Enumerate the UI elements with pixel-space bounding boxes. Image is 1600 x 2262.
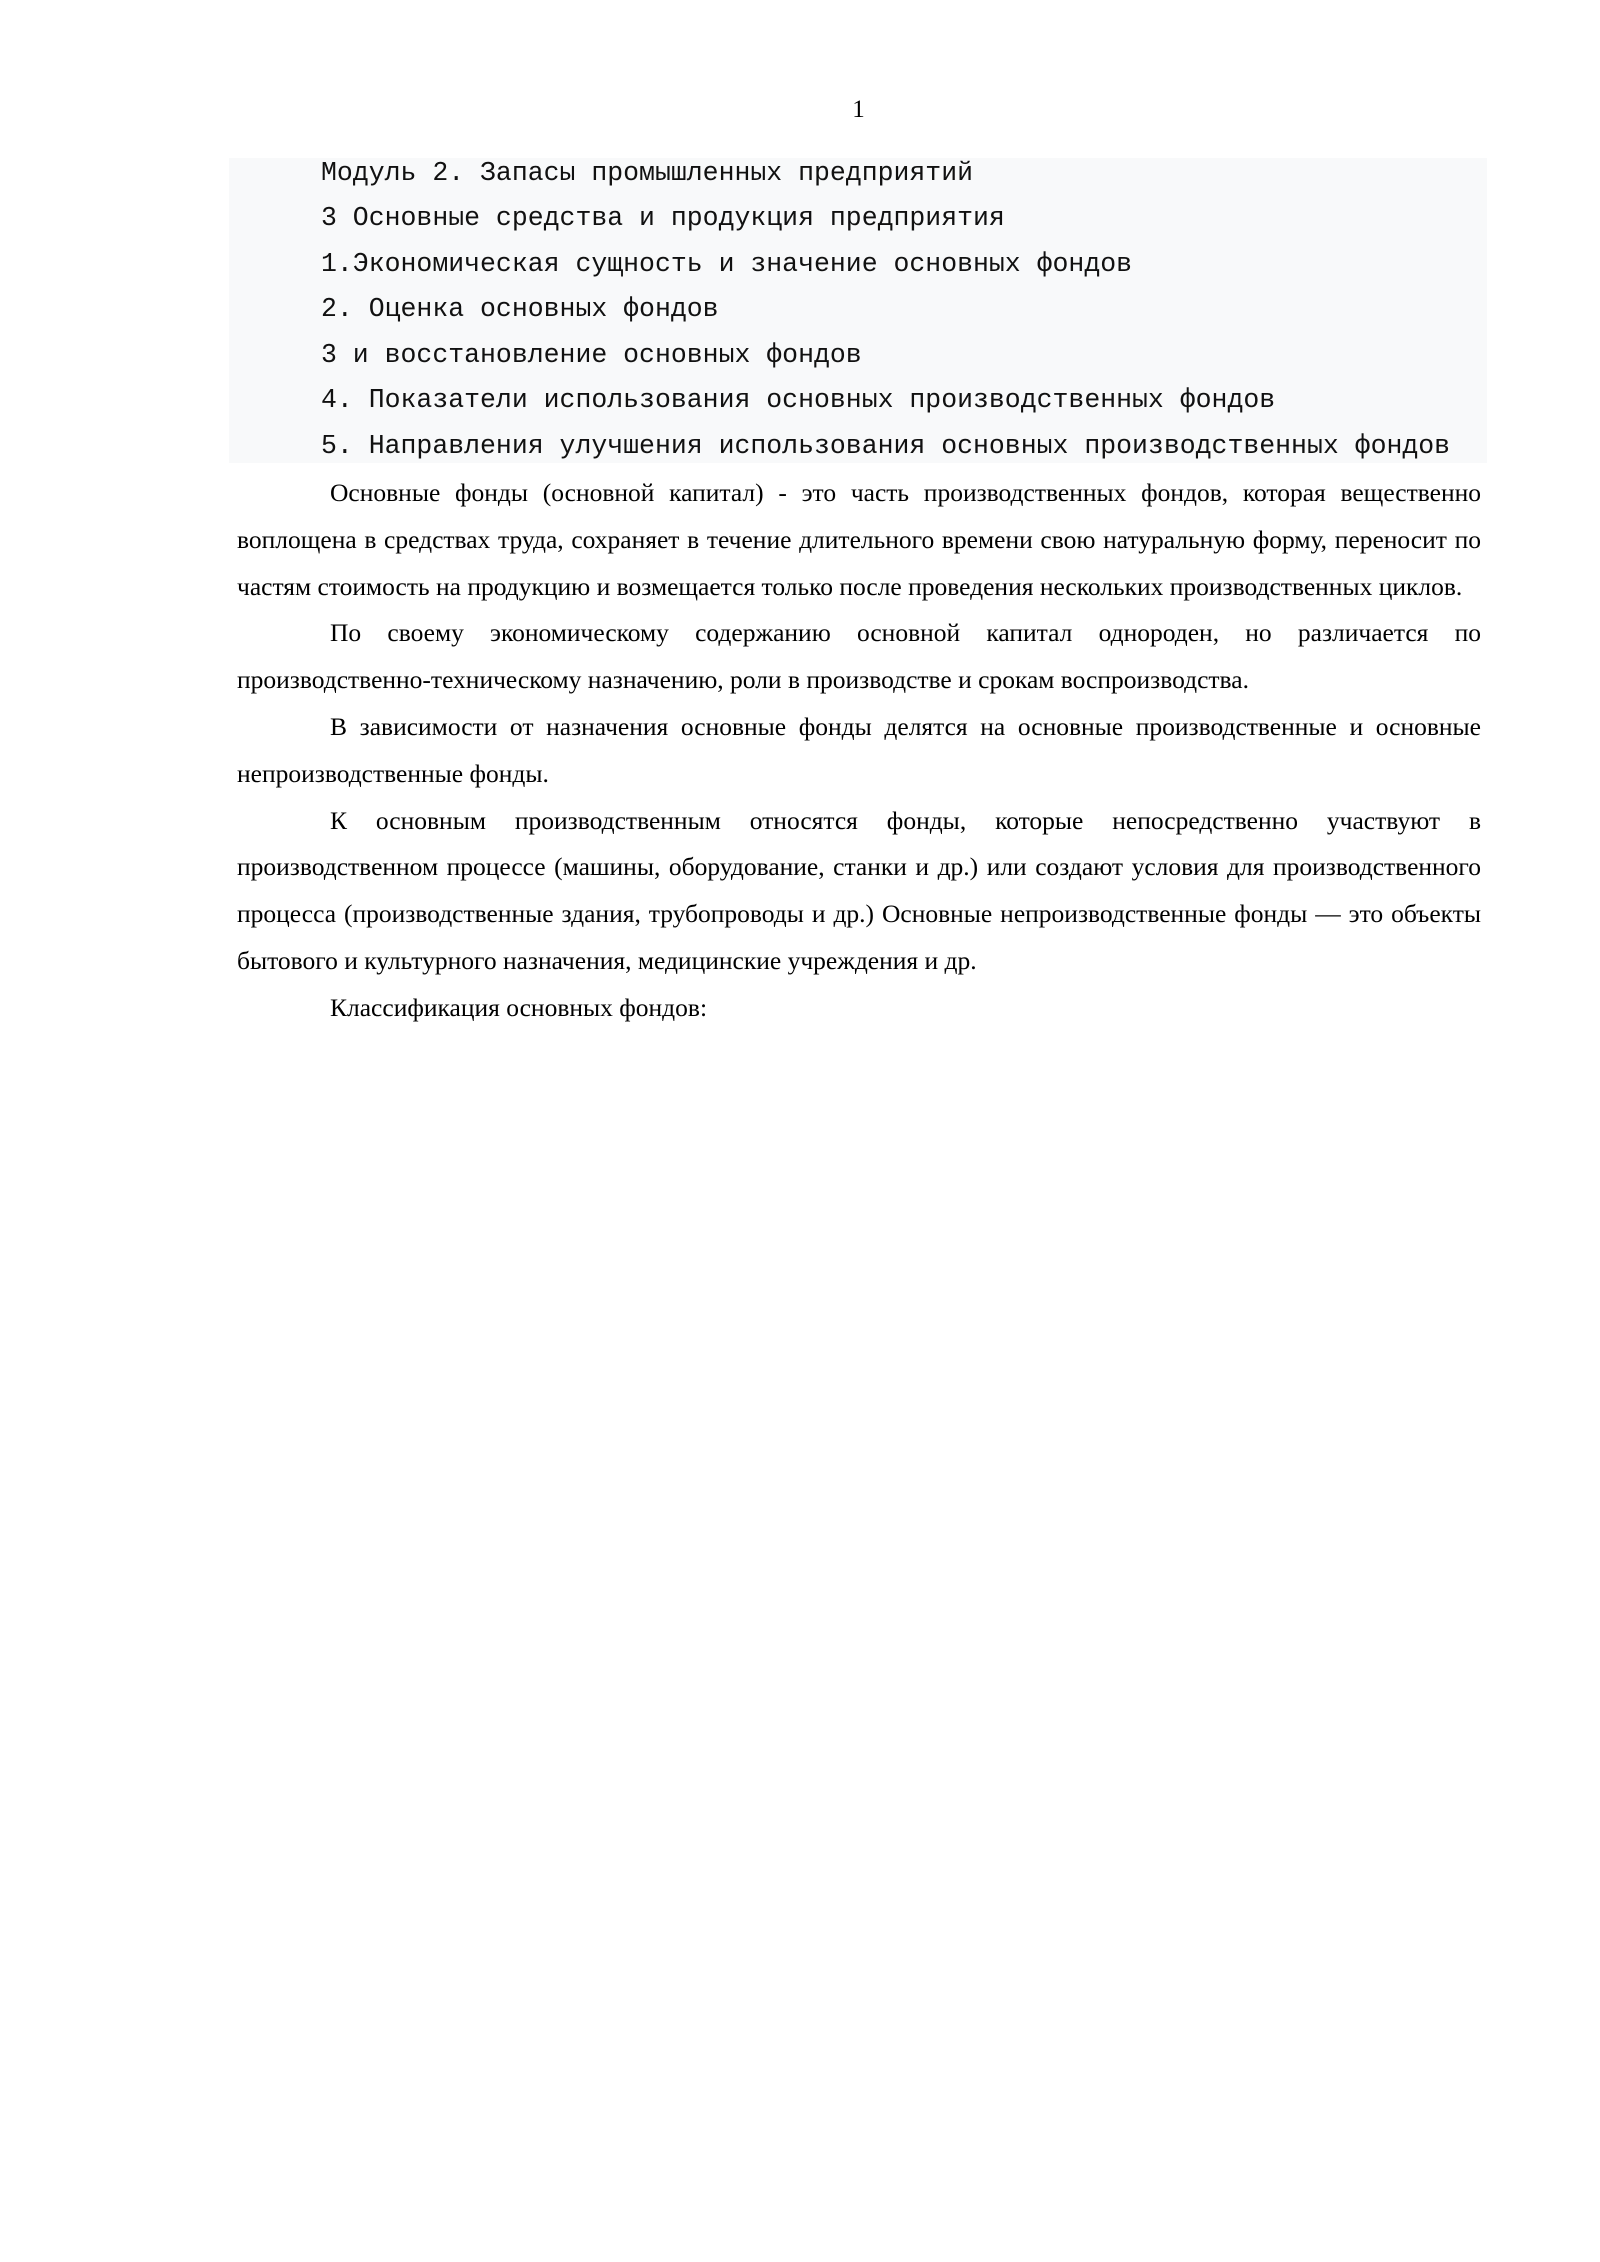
code-block (229, 158, 1487, 463)
code-line-item-3: 3 и восстановление основных фондов (321, 340, 862, 370)
code-line-section: 3 Основные средства и продукция предприятия (321, 203, 1005, 233)
code-line-item-5: 5. Направления улучшения использования основных производственных фондов (321, 431, 1451, 461)
paragraph-production: К основным производственным относятся фонды, которые непосредственно участвуют в производственном процессе (машины, оборудование, станки и др.) или создают условия для производственного процесса (производственные здания, трубопроводы и др.) Основные непроизводственные фонды — это объекты бытового и культурного назначения, медицинские учреждения и др. (237, 805, 1481, 975)
paragraph-purpose: В зависимости от назначения основные фонды делятся на основные производственные и основные непроизводственные фонды. (237, 711, 1481, 788)
code-line-item-1: 1.Экономическая сущность и значение основных фондов (321, 249, 1133, 279)
paragraph-content: По своему экономическому содержанию основной капитал однороден, но различается по производственно-техническому назначению, роли в производстве и срокам воспроизводства. (237, 618, 1481, 695)
paragraph-definition: Основные фонды (основной капитал) - это часть производственных фондов, которая вещественно воплощена в средствах труда, сохраняет в течение длительного времени свою натуральную форму, переносит по частям стоимость на продукцию и возмещается только после проведения нескольких производственных циклов. (237, 478, 1481, 601)
paragraph-classification: Классификация основных фондов: (330, 992, 708, 1022)
code-line-module: Модуль 2. Запасы промышленных предприятий (321, 158, 974, 188)
page-number: 1 (852, 96, 865, 123)
body-text (237, 470, 1481, 1032)
code-line-item-4: 4. Показатели использования основных производственных фондов (321, 385, 1276, 415)
code-line-item-2: 2. Оценка основных фондов (321, 294, 719, 324)
